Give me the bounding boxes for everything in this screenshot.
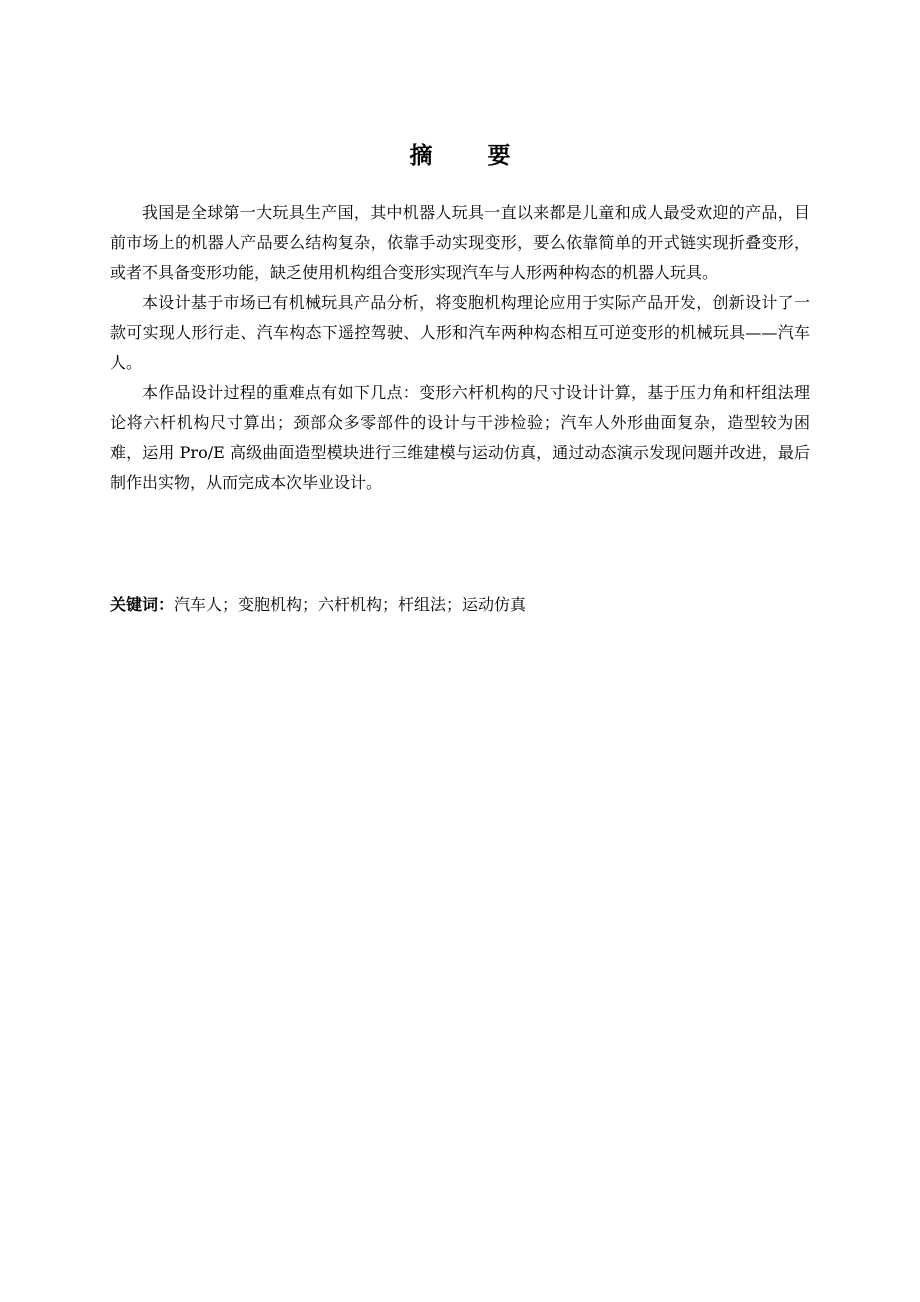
abstract-paragraph-2: 本设计基于市场已有机械玩具产品分析，将变胞机构理论应用于实际产品开发，创新设计了一款可实现人形行走、汽车构态下遥控驾驶、人形和汽车两种构态相互可逆变形的机械玩具——汽车人。 bbox=[110, 293, 810, 372]
keywords-text: 汽车人；变胞机构；六杆机构；杆组法；运动仿真 bbox=[174, 595, 527, 614]
abstract-body bbox=[110, 198, 810, 498]
abstract-title: 摘 要 bbox=[409, 142, 527, 169]
abstract-paragraph-3: 本作品设计过程的重难点有如下几点：变形六杆机构的尺寸设计计算，基于压力角和杆组法理论将六杆机构尺寸算出；颈部众多零部件的设计与干涉检验；汽车人外形曲面复杂，造型较为困难，运用 Pro/E 高级曲面造型模块进行三维建模与运动仿真，通过动态演示发现问题并改进，最后制作出实物，从而完成本次毕业设计。 bbox=[110, 383, 810, 492]
keywords-line bbox=[110, 590, 810, 620]
abstract-paragraph-1: 我国是全球第一大玩具生产国，其中机器人玩具一直以来都是儿童和成人最受欢迎的产品，目前市场上的机器人产品要么结构复杂，依靠手动实现变形，要么依靠简单的开式链实现折叠变形，或者不具备变形功能，缺乏使用机构组合变形实现汽车与人形两种构态的机器人玩具。 bbox=[110, 203, 810, 282]
keywords-label: 关键词： bbox=[110, 595, 175, 614]
